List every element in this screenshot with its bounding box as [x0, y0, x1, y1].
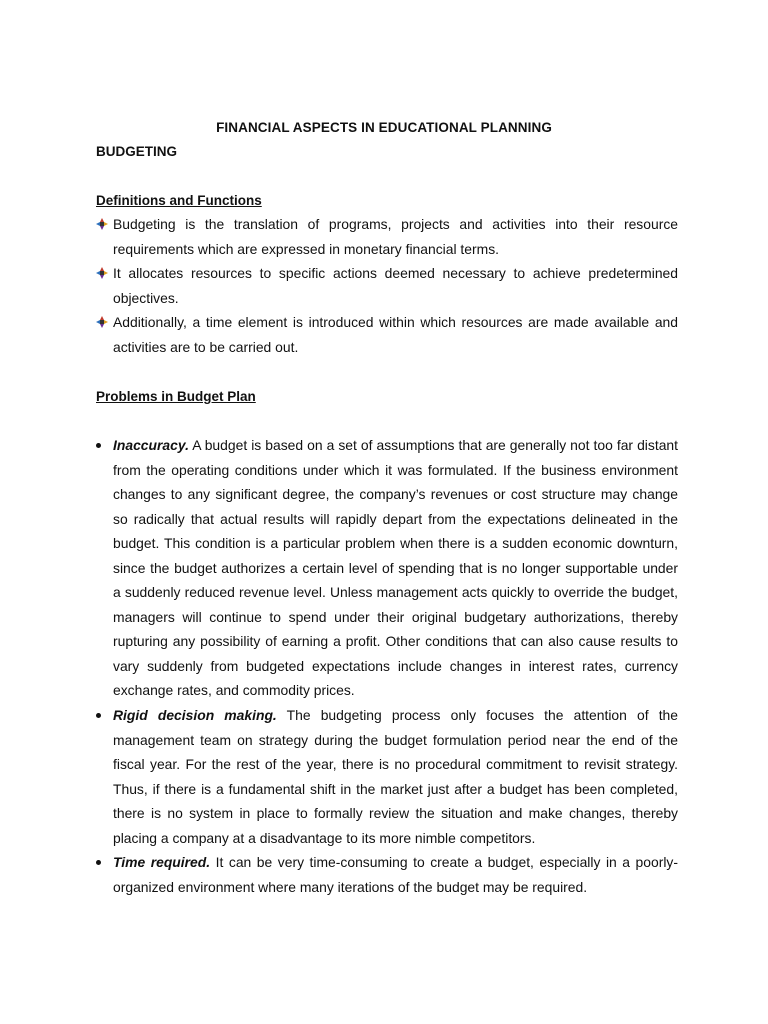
- definition-item: [96, 261, 678, 310]
- definition-text: Budgeting is the translation of programs, projects and activities into their resource requirements which are expressed in monetary financial terms.: [113, 216, 678, 257]
- problem-text: A budget is based on a set of assumptions that are generally not too far distant from the operating conditions under which it was formulated. If the business environment changes to any significant degree, the company’s revenues or cost structure may change so radically that actual results will rapidly depart from the expectations delineated in the budget. This condition is a particular problem when there is a sudden economic downturn, since the budget authorizes a certain level of spending that is no longer supportable under a suddenly reduced revenue level. Unless management acts quickly to override the budget, managers will continue to spend under their original budgetary authorizations, thereby rupturing any possibility of earning a profit. Other conditions that can also cause results to vary suddenly from budgeted expectations include changes in interest rates, currency exchange rates, and commodity prices.: [113, 437, 678, 699]
- round-bullet-icon: [96, 860, 101, 865]
- problem-term: Time required.: [113, 854, 211, 871]
- definition-item: [96, 212, 678, 261]
- round-bullet-icon: [96, 443, 101, 448]
- definitions-heading: Definitions and Functions: [96, 193, 262, 208]
- section-heading-budgeting: BUDGETING: [96, 144, 177, 159]
- problem-text: It can be very time-consuming to create a budget, especially in a poorly-organized environment where many iterations of the budget may be required.: [113, 854, 678, 895]
- definitions-list: [96, 212, 678, 360]
- problem-text: The budgeting process only focuses the attention of the management team on strategy during the budget formulation period near the end of the fiscal year. For the rest of the year, there is no procedural commitment to revisit strategy. Thus, if there is a fundamental shift in the market just after a budget has been completed, there is no system in place to formally review the situation and make changes, thereby placing a company at a disadvantage to its more nimble competitors.: [113, 707, 678, 846]
- definition-text: Additionally, a time element is introduced within which resources are made available and activities are to be carried out.: [113, 314, 678, 355]
- definition-text: It allocates resources to specific actions deemed necessary to achieve predetermined objectives.: [113, 265, 678, 306]
- definition-item: [96, 310, 678, 359]
- problems-heading: Problems in Budget Plan: [96, 389, 256, 404]
- problems-list: [96, 433, 678, 899]
- arrow-bullet-icon: [96, 316, 108, 328]
- problem-term: Rigid decision making.: [113, 707, 277, 724]
- problem-item: [96, 850, 678, 899]
- round-bullet-icon: [96, 713, 101, 718]
- document-title: FINANCIAL ASPECTS IN EDUCATIONAL PLANNING: [216, 120, 552, 135]
- arrow-bullet-icon: [96, 267, 108, 279]
- arrow-bullet-icon: [96, 218, 108, 230]
- problem-item: [96, 703, 678, 850]
- problem-item: [96, 433, 678, 703]
- problem-term: Inaccuracy.: [113, 437, 189, 453]
